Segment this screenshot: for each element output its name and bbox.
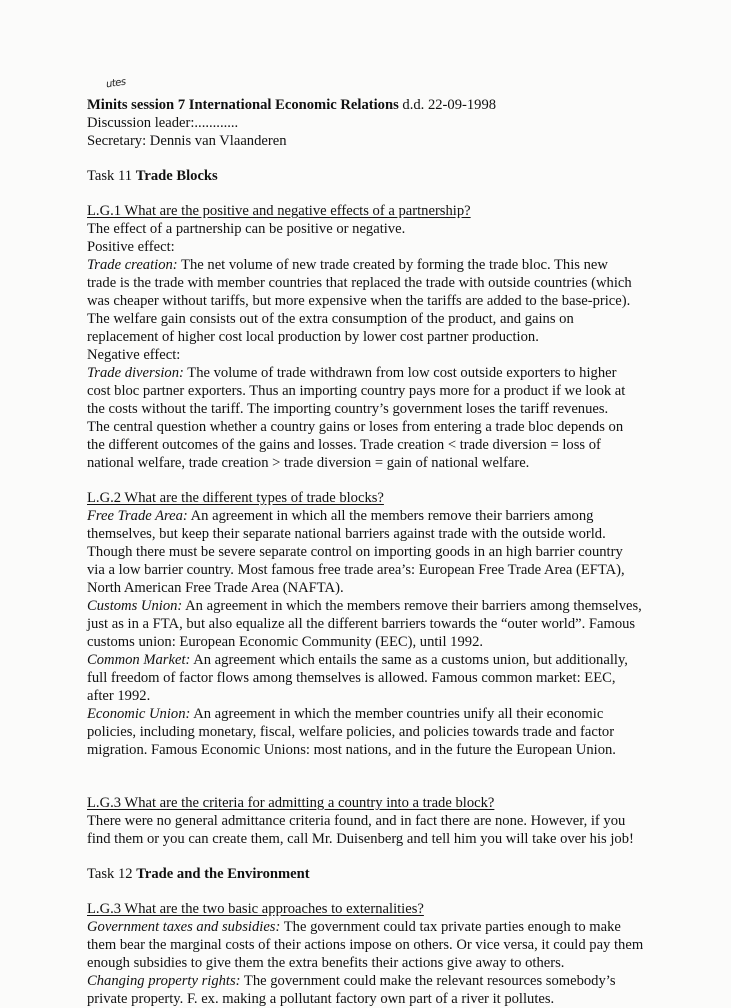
paragraph-line: them bear the marginal costs of their actions impose on others. Or vice versa, it could pay them [87,937,644,953]
line-text: An agreement in which the member countries unify all their economic [190,706,604,722]
paragraph-line: just as in a FTA, but also equalize all the different barriers towards the “outer world”. Famous [87,616,636,632]
term-trade-diversion: Trade diversion: [87,365,184,381]
discussion-leader: Discussion leader:............ [87,115,239,131]
term-property-rights: Changing property rights: [87,973,241,989]
task-12-prefix: Task 12 [87,866,137,882]
line-text: An agreement in which the members remove their barriers among themselves, [182,598,642,614]
term-customs-union: Customs Union: [87,598,183,614]
term-free-trade-area: Free Trade Area: [87,508,188,524]
paragraph-line: find them or you can create them, call Mr. Duisenberg and tell him you will take over his job! [87,831,634,847]
paragraph-line [87,597,727,615]
secretary: Secretary: Dennis van Vlaanderen [87,133,287,149]
paragraph-line: national welfare, trade creation > trade diversion = gain of national welfare. [87,455,530,471]
paragraph-line: the different outcomes of the gains and losses. Trade creation < trade diversion = loss of [87,437,601,453]
title-date: d.d. 22-09-1998 [398,97,497,113]
paragraph-line: customs union: European Economic Community (EEC), until 1992. [87,634,484,650]
line-text: An agreement which entails the same as a customs union, but additionally, [190,652,628,668]
paragraph-line: via a low barrier country. Most famous free trade area’s: European Free Trade Area (EFTA), [87,562,625,578]
paragraph-line [87,705,727,723]
paragraph-line [87,507,727,525]
paragraph-line: North American Free Trade Area (NAFTA). [87,580,344,596]
task-11-title: Trade Blocks [135,168,218,184]
lg1-question: L.G.1 What are the positive and negative effects of a partnership? [87,203,471,219]
term-economic-union: Economic Union: [87,706,191,722]
paragraph-line: Positive effect: [87,239,175,255]
term-government-taxes: Government taxes and subsidies: [87,919,281,935]
line-text: The volume of trade withdrawn from low cost outside exporters to higher [183,365,617,381]
paragraph-line: cost bloc partner exporters. Thus an importing country pays more for a product if we look at [87,383,626,399]
paragraph-line: Though there must be severe separate control on importing goods in an high barrier country [87,544,623,560]
paragraph-line: replacement of higher cost local production by lower cost partner production. [87,329,539,345]
lg3-externalities-question: L.G.3 What are the two basic approaches to externalities? [87,901,424,917]
document-page [87,96,727,1008]
paragraph-line: was cheaper without tariffs, but more expensive when the tariffs are added to the base-price). [87,293,631,309]
document-title [87,96,727,114]
title-bold: Minits session 7 International Economic Relations [87,97,399,113]
term-common-market: Common Market: [87,652,191,668]
lg3-criteria-question: L.G.3 What are the criteria for admitting a country into a trade block? [87,795,495,811]
paragraph-line: The effect of a partnership can be positive or negative. [87,221,406,237]
line-text: An agreement in which all the members remove their barriers among [187,508,594,524]
paragraph-line [87,256,727,274]
task-12-heading [87,865,727,883]
paragraph-line: enough subsidies to give them the extra benefits their actions give away to others. [87,955,565,971]
paragraph-line [87,651,727,669]
paragraph-line [87,972,727,990]
paragraph-line: private property. F. ex. making a pollutant factory own part of a river it pollutes. [87,991,555,1007]
task-11-heading [87,167,727,185]
paragraph-line: after 1992. [87,688,151,704]
line-text: The net volume of new trade created by forming the trade bloc. This new [177,257,608,273]
line-text: The government could make the relevant resources somebody’s [240,973,616,989]
paragraph-line: The welfare gain consists out of the extra consumption of the product, and gains on [87,311,574,327]
paragraph-line: policies, including monetary, fiscal, welfare policies, and policies towards trade and factor [87,724,615,740]
line-text: The government could tax private parties enough to make [280,919,621,935]
paragraph-line [87,918,727,936]
paragraph-line: Negative effect: [87,347,181,363]
paragraph-line: the costs without the tariff. The importing country’s government loses the tariff revenues. [87,401,609,417]
paragraph-line: themselves, but keep their separate national barriers against trade with the outside world. [87,526,606,542]
term-trade-creation: Trade creation: [87,257,178,273]
paragraph-line: full freedom of factor flows among themselves is allowed. Famous common market: EEC, [87,670,616,686]
task-12-title: Trade and the Environment [136,866,310,882]
task-11-prefix: Task 11 [87,168,136,184]
handwritten-correction: utes [105,76,127,91]
paragraph-line [87,364,727,382]
paragraph-line: There were no general admittance criteria found, and in fact there are none. However, if you [87,813,626,829]
paragraph-line: trade is the trade with member countries that replaced the trade with outside countries (which [87,275,632,291]
lg2-question: L.G.2 What are the different types of trade blocks? [87,490,384,506]
paragraph-line: The central question whether a country gains or loses from entering a trade bloc depends on [87,419,624,435]
paragraph-line: migration. Famous Economic Unions: most nations, and in the future the European Union. [87,742,616,758]
